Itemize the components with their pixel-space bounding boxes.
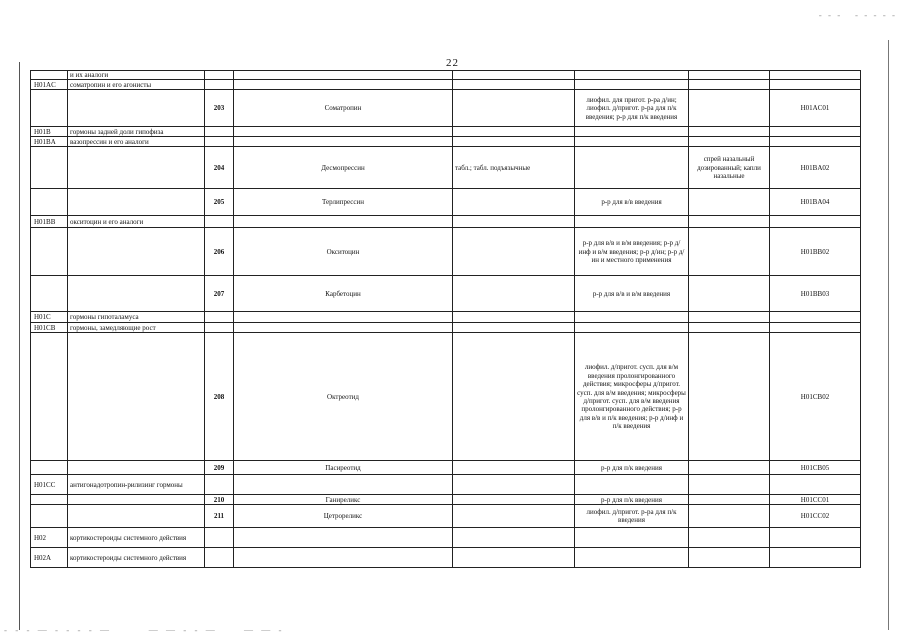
drug-name: Соматропин bbox=[234, 90, 453, 127]
atc-code: H01CC02 bbox=[770, 505, 861, 528]
dosage-form-cell: табл.; табл. подъязычные bbox=[453, 147, 575, 189]
dosage-form-cell bbox=[689, 90, 770, 127]
table-row bbox=[31, 475, 861, 495]
atc-code bbox=[770, 137, 861, 147]
atc-code: H01BB03 bbox=[770, 276, 861, 312]
row-number bbox=[205, 475, 234, 495]
dosage-form-cell bbox=[689, 505, 770, 528]
row-number: 210 bbox=[205, 495, 234, 505]
table-row bbox=[31, 127, 861, 137]
dosage-form-cell bbox=[453, 80, 575, 90]
dosage-form-cell bbox=[453, 137, 575, 147]
dosage-form-cell bbox=[689, 495, 770, 505]
group-name: гормоны гипоталамуса bbox=[68, 312, 205, 323]
dosage-form-cell bbox=[453, 228, 575, 276]
table-row bbox=[31, 505, 861, 528]
atc-group-code: H02A bbox=[31, 548, 68, 568]
drug-name: Пасиреотид bbox=[234, 461, 453, 475]
row-number bbox=[205, 528, 234, 548]
row-number bbox=[205, 323, 234, 333]
atc-code: H01BB02 bbox=[770, 228, 861, 276]
dosage-form-cell bbox=[689, 137, 770, 147]
dosage-form-cell bbox=[575, 528, 689, 548]
scan-artifact-dashes: - - - - - - - - bbox=[818, 10, 897, 20]
atc-group-code: H01C bbox=[31, 312, 68, 323]
dosage-form-cell: р-р для в/в и в/м введения; р-р д/инф и в/м введения; р-р д/ин; р-р д/ин и местного применения bbox=[575, 228, 689, 276]
row-number bbox=[205, 80, 234, 90]
dosage-form-cell: лиофил. для пригот. р-ра д/ин; лиофил. д/пригот. р-ра для п/к введения; р-р для п/к введения bbox=[575, 90, 689, 127]
table-row bbox=[31, 333, 861, 461]
group-name bbox=[68, 505, 205, 528]
dosage-form-cell bbox=[453, 276, 575, 312]
drug-name: Октреотид bbox=[234, 333, 453, 461]
dosage-form-cell bbox=[689, 461, 770, 475]
atc-code bbox=[770, 71, 861, 80]
dosage-form-cell bbox=[689, 216, 770, 228]
group-name bbox=[68, 90, 205, 127]
table-row bbox=[31, 312, 861, 323]
dosage-form-cell bbox=[453, 90, 575, 127]
row-number bbox=[205, 71, 234, 80]
drug-name bbox=[234, 137, 453, 147]
table-row bbox=[31, 276, 861, 312]
atc-group-code bbox=[31, 228, 68, 276]
atc-group-code bbox=[31, 147, 68, 189]
atc-code: H01AC01 bbox=[770, 90, 861, 127]
dosage-form-cell bbox=[689, 71, 770, 80]
group-name bbox=[68, 147, 205, 189]
atc-code bbox=[770, 312, 861, 323]
scan-artifact-dashes: - - - — - - - - — — — - - — — — - bbox=[4, 625, 285, 635]
dosage-form-cell bbox=[575, 548, 689, 568]
group-name bbox=[68, 461, 205, 475]
group-name: кортикостероиды системного действия bbox=[68, 548, 205, 568]
dosage-form-cell bbox=[575, 147, 689, 189]
dosage-form-cell bbox=[453, 333, 575, 461]
dosage-form-cell: р-р для в/в введения bbox=[575, 189, 689, 216]
row-number bbox=[205, 312, 234, 323]
atc-group-code: H01CC bbox=[31, 475, 68, 495]
drug-name bbox=[234, 323, 453, 333]
dosage-form-cell bbox=[575, 323, 689, 333]
group-name bbox=[68, 276, 205, 312]
dosage-form-cell: р-р для п/к введения bbox=[575, 461, 689, 475]
page-number: 22 bbox=[446, 57, 459, 69]
row-number bbox=[205, 548, 234, 568]
dosage-form-cell bbox=[453, 312, 575, 323]
table-row bbox=[31, 528, 861, 548]
group-name bbox=[68, 189, 205, 216]
atc-group-code: H01BA bbox=[31, 137, 68, 147]
row-number: 203 bbox=[205, 90, 234, 127]
atc-group-code bbox=[31, 333, 68, 461]
dosage-form-cell bbox=[689, 228, 770, 276]
atc-group-code: H01BB bbox=[31, 216, 68, 228]
dosage-form-cell bbox=[453, 548, 575, 568]
dosage-form-cell bbox=[575, 137, 689, 147]
drug-name bbox=[234, 312, 453, 323]
drug-name bbox=[234, 80, 453, 90]
atc-code: H01CB05 bbox=[770, 461, 861, 475]
dosage-form-cell bbox=[453, 127, 575, 137]
table-row bbox=[31, 228, 861, 276]
drug-name: Терлипрессин bbox=[234, 189, 453, 216]
dosage-form-cell bbox=[689, 80, 770, 90]
table-row bbox=[31, 495, 861, 505]
row-number: 205 bbox=[205, 189, 234, 216]
group-name: антигонадотропин-рилизинг гормоны bbox=[68, 475, 205, 495]
dosage-form-cell bbox=[689, 333, 770, 461]
atc-group-code bbox=[31, 276, 68, 312]
drug-name: Цетрореликс bbox=[234, 505, 453, 528]
drug-name: Окситоцин bbox=[234, 228, 453, 276]
atc-code: H01BA04 bbox=[770, 189, 861, 216]
group-name: кортикостероиды системного действия bbox=[68, 528, 205, 548]
table-row bbox=[31, 216, 861, 228]
page-edge-line bbox=[888, 40, 889, 630]
dosage-form-cell bbox=[689, 312, 770, 323]
group-name: гормоны задней доли гипофиза bbox=[68, 127, 205, 137]
drug-name bbox=[234, 548, 453, 568]
atc-group-code bbox=[31, 71, 68, 80]
atc-group-code: H02 bbox=[31, 528, 68, 548]
table-row bbox=[31, 323, 861, 333]
dosage-form-cell bbox=[575, 312, 689, 323]
dosage-form-cell bbox=[453, 323, 575, 333]
drug-name bbox=[234, 71, 453, 80]
drug-name bbox=[234, 127, 453, 137]
dosage-form-cell bbox=[575, 71, 689, 80]
table-row bbox=[31, 461, 861, 475]
dosage-form-cell bbox=[575, 475, 689, 495]
dosage-form-cell bbox=[689, 548, 770, 568]
dosage-form-cell: р-р для п/к введения bbox=[575, 495, 689, 505]
row-number bbox=[205, 216, 234, 228]
atc-code bbox=[770, 548, 861, 568]
row-number: 211 bbox=[205, 505, 234, 528]
atc-code bbox=[770, 528, 861, 548]
dosage-form-cell bbox=[575, 80, 689, 90]
dosage-form-cell bbox=[689, 276, 770, 312]
dosage-form-cell bbox=[689, 528, 770, 548]
dosage-form-cell bbox=[453, 216, 575, 228]
atc-code bbox=[770, 216, 861, 228]
drug-name: Десмопрессин bbox=[234, 147, 453, 189]
drug-name: Ганиреликс bbox=[234, 495, 453, 505]
atc-group-code: H01CB bbox=[31, 323, 68, 333]
table-row bbox=[31, 189, 861, 216]
drug-name: Карбетоцин bbox=[234, 276, 453, 312]
atc-code: H01BA02 bbox=[770, 147, 861, 189]
dosage-form-cell: спрей назальный дозированный; капли назальные bbox=[689, 147, 770, 189]
dosage-form-cell bbox=[453, 189, 575, 216]
dosage-form-cell bbox=[453, 505, 575, 528]
atc-code bbox=[770, 475, 861, 495]
atc-code bbox=[770, 80, 861, 90]
dosage-form-cell bbox=[575, 216, 689, 228]
table-row bbox=[31, 147, 861, 189]
dosage-form-cell bbox=[689, 189, 770, 216]
dosage-form-cell bbox=[689, 127, 770, 137]
row-number: 208 bbox=[205, 333, 234, 461]
dosage-form-cell bbox=[453, 461, 575, 475]
dosage-form-cell bbox=[453, 475, 575, 495]
group-name bbox=[68, 333, 205, 461]
group-name: окситоцин и его аналоги bbox=[68, 216, 205, 228]
atc-group-code: H01B bbox=[31, 127, 68, 137]
group-name: соматропин и его агонисты bbox=[68, 80, 205, 90]
atc-group-code bbox=[31, 505, 68, 528]
table-row bbox=[31, 137, 861, 147]
table-row bbox=[31, 90, 861, 127]
table-row bbox=[31, 80, 861, 90]
dosage-form-cell: р-р для в/в и в/м введения bbox=[575, 276, 689, 312]
row-number: 207 bbox=[205, 276, 234, 312]
atc-group-code bbox=[31, 189, 68, 216]
dosage-form-cell bbox=[453, 495, 575, 505]
row-number bbox=[205, 127, 234, 137]
dosage-form-cell: лиофил. д/пригот. р-ра для п/к введения bbox=[575, 505, 689, 528]
atc-code: H01CC01 bbox=[770, 495, 861, 505]
table-row bbox=[31, 548, 861, 568]
table-row bbox=[31, 71, 861, 80]
atc-code bbox=[770, 127, 861, 137]
row-number: 206 bbox=[205, 228, 234, 276]
drug-list-table bbox=[30, 70, 861, 568]
drug-name bbox=[234, 528, 453, 548]
group-name: гормоны, замедляющие рост bbox=[68, 323, 205, 333]
dosage-form-cell bbox=[689, 323, 770, 333]
dosage-form-cell bbox=[689, 475, 770, 495]
atc-group-code: H01AC bbox=[31, 80, 68, 90]
page-edge-line bbox=[19, 62, 20, 630]
atc-group-code bbox=[31, 461, 68, 475]
atc-group-code bbox=[31, 90, 68, 127]
group-name: и их аналоги bbox=[68, 71, 205, 80]
group-name bbox=[68, 228, 205, 276]
dosage-form-cell bbox=[453, 528, 575, 548]
dosage-form-cell: лиофил. д/пригот. сусп. для в/м введения пролонгированного действия; микросферы д/пригот. сусп. для в/м введения; микросферы д/пригот. сусп. для в/м введения пролонгированного действия; р-р для в/в и п/к введения; р-р д/инф и п/к введения bbox=[575, 333, 689, 461]
drug-name bbox=[234, 216, 453, 228]
atc-code bbox=[770, 323, 861, 333]
dosage-form-cell bbox=[453, 71, 575, 80]
atc-code: H01CB02 bbox=[770, 333, 861, 461]
table-body bbox=[31, 71, 861, 568]
dosage-form-cell bbox=[575, 127, 689, 137]
row-number: 204 bbox=[205, 147, 234, 189]
group-name bbox=[68, 495, 205, 505]
group-name: вазопрессин и его аналоги bbox=[68, 137, 205, 147]
atc-group-code bbox=[31, 495, 68, 505]
row-number: 209 bbox=[205, 461, 234, 475]
drug-name bbox=[234, 475, 453, 495]
row-number bbox=[205, 137, 234, 147]
